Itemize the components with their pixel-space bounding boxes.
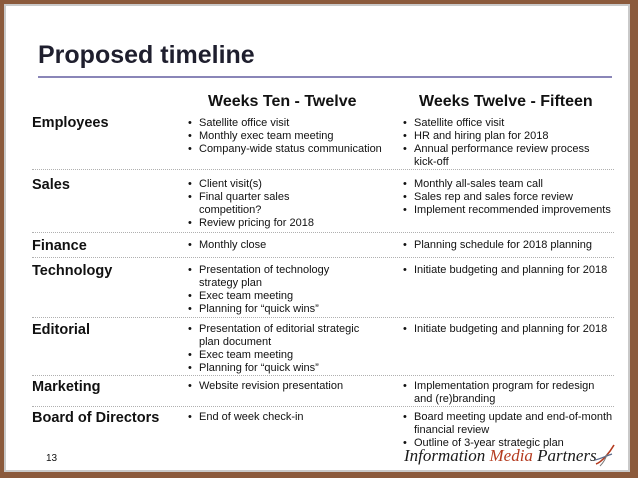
row-label-technology: Technology: [32, 263, 113, 279]
list-item: • Implement recommended improvements: [401, 204, 619, 217]
list-item: • Monthly close: [186, 239, 386, 252]
cell-editorial-col1: [186, 323, 376, 375]
list-item: • Sales rep and sales force review: [401, 191, 619, 204]
list-item: • Outline of 3-year strategic plan: [401, 437, 623, 450]
slide: [4, 4, 630, 472]
list-item: • Website revision presentation: [186, 380, 386, 393]
list-item: • HR and hiring plan for 2018: [401, 130, 606, 143]
list-item: • Exec team meeting: [186, 290, 358, 303]
list-item: • Exec team meeting: [186, 349, 376, 362]
list-item: • Monthly all-sales team call: [401, 178, 619, 191]
cell-board-col2: [401, 411, 623, 450]
slide-title: Proposed timeline: [38, 41, 255, 69]
logo-word-information: Information: [404, 446, 486, 465]
logo-word-partners: Partners: [537, 446, 597, 465]
row-separator: [32, 257, 614, 258]
column-header-weeks-ten-twelve: Weeks Ten - Twelve: [208, 93, 357, 110]
list-item: • Satellite office visit: [186, 117, 396, 130]
list-item: • Implementation program for redesign and (re)branding: [401, 380, 601, 406]
list-item: • Annual performance review process kick-off: [401, 143, 606, 169]
company-logo: [404, 446, 597, 466]
title-underline: [38, 76, 612, 78]
list-item: • Presentation of editorial strategic plan document: [186, 323, 376, 349]
cell-marketing-col2: [401, 380, 601, 406]
list-item: • Initiate budgeting and planning for 2018: [401, 264, 623, 277]
logo-swirl-icon: [592, 442, 618, 468]
cell-technology-col1: [186, 264, 358, 316]
row-label-sales: Sales: [32, 177, 70, 193]
row-label-finance: Finance: [32, 238, 87, 254]
column-header-weeks-twelve-fifteen: Weeks Twelve - Fifteen: [419, 93, 593, 110]
cell-employees-col1: [186, 117, 396, 156]
row-separator: [32, 317, 614, 318]
page-number: 13: [46, 453, 58, 464]
list-item: • Planning for “quick wins”: [186, 362, 376, 375]
cell-sales-col2: [401, 178, 619, 217]
list-item: • Satellite office visit: [401, 117, 606, 130]
row-label-board-of-directors: Board of Directors: [32, 410, 160, 426]
list-item: • Planning for “quick wins”: [186, 303, 358, 316]
logo-word-media: Media: [489, 446, 533, 465]
cell-sales-col1: [186, 178, 326, 230]
list-item: • Presentation of technology strategy plan: [186, 264, 358, 290]
list-item: • Monthly exec team meeting: [186, 130, 396, 143]
list-item: • Company-wide status communication: [186, 143, 396, 156]
cell-editorial-col2: [401, 323, 623, 336]
list-item: • Initiate budgeting and planning for 2018: [401, 323, 623, 336]
list-item: • End of week check-in: [186, 411, 386, 424]
row-separator: [32, 232, 614, 233]
list-item: • Final quarter sales competition?: [186, 191, 326, 217]
row-label-employees: Employees: [32, 115, 109, 131]
cell-technology-col2: [401, 264, 623, 277]
row-separator: [32, 406, 614, 407]
row-label-editorial: Editorial: [32, 322, 91, 338]
row-separator: [32, 169, 614, 170]
row-separator: [32, 375, 614, 376]
list-item: • Board meeting update and end-of-month financial review: [401, 411, 623, 437]
row-label-marketing: Marketing: [32, 379, 101, 395]
cell-finance-col2: [401, 239, 621, 252]
cell-finance-col1: [186, 239, 386, 252]
cell-marketing-col1: [186, 380, 386, 393]
list-item: • Review pricing for 2018: [186, 217, 326, 230]
cell-board-col1: [186, 411, 386, 424]
cell-employees-col2: [401, 117, 606, 169]
list-item: • Client visit(s): [186, 178, 326, 191]
list-item: • Planning schedule for 2018 planning: [401, 239, 621, 252]
